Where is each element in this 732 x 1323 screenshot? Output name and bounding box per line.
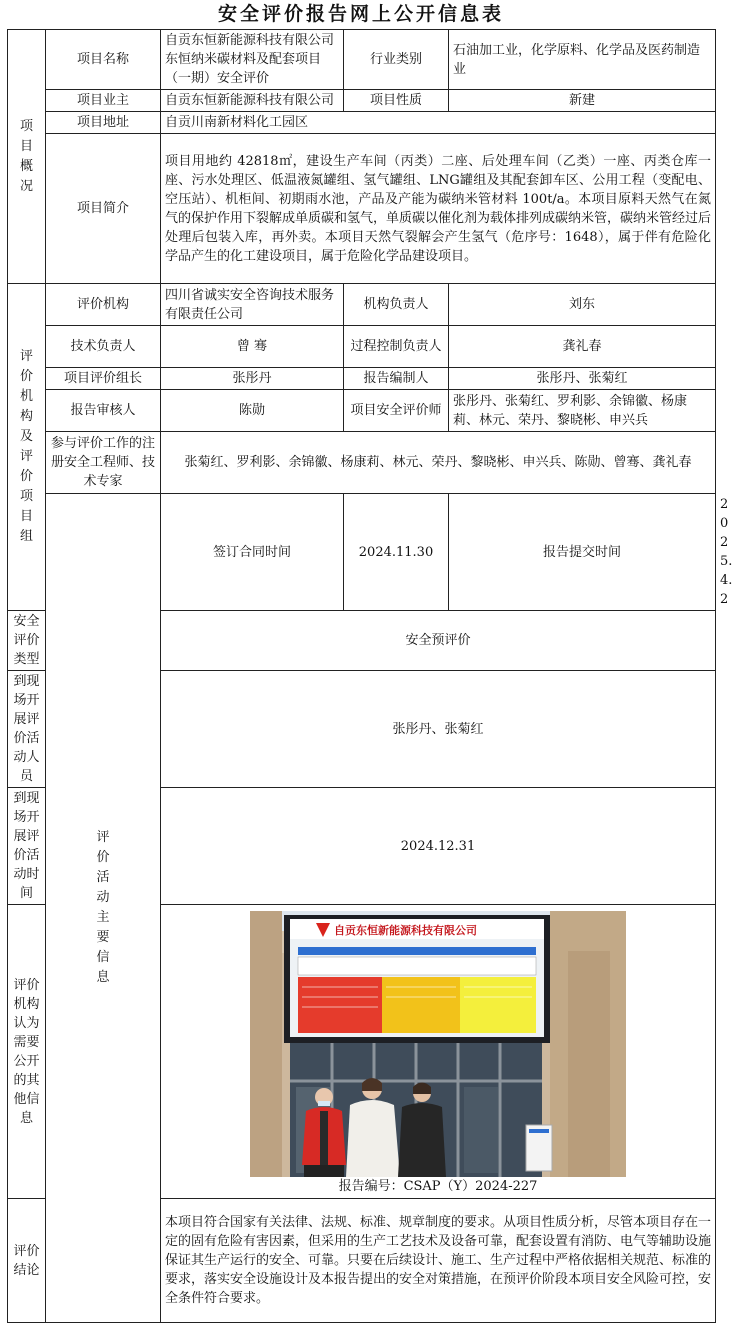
section-overview-char: 目 (19, 138, 33, 154)
leader-label: 项目评价组长 (46, 368, 161, 390)
page-title: 安全评价报告网上公开信息表 (217, 3, 504, 25)
section-activity-char: 要 (96, 930, 110, 945)
address-value: 自贡川南新材料化工园区 (161, 112, 716, 134)
section-agency-char: 评 (19, 349, 33, 364)
section-agency-char: 评 (19, 449, 33, 464)
head-label: 机构负责人 (344, 284, 449, 326)
time-value: 2024.12.31 (161, 788, 716, 905)
submit-label: 报告提交时间 (449, 494, 716, 611)
contract-value: 2024.11.30 (344, 494, 449, 611)
project-name-value: 自贡东恒新能源科技有限公司东恒纳米碳材料及配套项目（一期）安全评价 (161, 30, 344, 90)
author-label: 报告编制人 (344, 368, 449, 390)
address-label: 项目地址 (46, 112, 161, 134)
owner-label: 项目业主 (46, 90, 161, 112)
staff-label: 到现场开展评价活动人员 (8, 671, 46, 788)
section-agency-char: 价 (19, 469, 33, 484)
evaluators-value: 张彤丹、张菊红、罗利影、余锦徽、杨康莉、林元、荣丹、黎晓彬、申兴兵 (449, 390, 716, 432)
industry-value: 石油加工业，化学原料、化学品及医药制造业 (449, 30, 716, 90)
section-activity-char: 活 (96, 870, 110, 885)
report-number: 报告编号：CSAP（Y）2024-227 (338, 1178, 538, 1194)
reviewer-value: 陈勋 (161, 390, 344, 432)
staff-value: 张彤丹、张菊红 (161, 671, 716, 788)
intro-value: 项目用地约 42818㎡，建设生产车间（丙类）二座、后处理车间（乙类）一座、丙类仓库一座、污水处理区、低温液氮罐组、氢气罐组、LNG罐组及其配套卸车区、公用工程（变配电、空压站）、机柜间、初期雨水池，产品及产能为碳纳米管材料 100t/a。本项目原料天然气在氮气的保护作用下裂解成单质碳和氢气，单质碳以催化剂为载体排列成碳纳米管，碳纳米管经过后处理后包装入库，再外卖。本项目天然气裂解会产生氢气（危序号：1648），属于伴有危险化学品产生的化工建设项目，属于危险化学品建设项目。 (161, 134, 716, 284)
section-agency-char: 机 (19, 389, 33, 404)
org-value: 四川省诚实安全咨询技术服务有限责任公司 (161, 284, 344, 326)
screen-company-name: 自贡东恒新能源科技有限公司 (334, 923, 477, 937)
owner-value: 自贡东恒新能源科技有限公司 (161, 90, 344, 112)
nature-value: 新建 (449, 90, 716, 112)
section-activity-char: 信 (96, 950, 110, 965)
section-agency-char: 目 (19, 509, 33, 524)
org-label: 评价机构 (46, 284, 161, 326)
reviewer-label: 报告审核人 (46, 390, 161, 432)
contract-label: 签订合同时间 (161, 494, 344, 611)
section-activity-char: 主 (96, 910, 110, 925)
section-overview-char: 概 (19, 158, 33, 174)
section-agency (8, 284, 46, 611)
info-table: 项 目 概 况 项目名称 自贡东恒新能源科技有限公司东恒纳米碳材料及配套项目（一期）安全评价 行业类别 石油加工业，化学原料、化学品及医药制造业 项目业主 自贡东恒新能源科技有限公司 项目性质 新建 项目地址 自贡川南新材料化工园区 项目简介 项目用地约 42818㎡，建设生产车间（丙类）二座、后处理车间（乙类）一座、丙类仓库一座、污水处理区、低温液氮罐组、氢气罐组、LNG罐组及其配套卸车区、公用工程（变配电、空压站）、机柜间、初期雨水池，产品及产能为碳纳米管材料 100t/a。本项目原料天然气在氮气的保护作用下裂解成单质碳和氢气，单质碳以催化剂为载体排列成碳纳米管，碳纳米管经过后处理后包装入库，再外卖。本项目天然气裂解会产生氢气（危序号：1648），属于伴有危险化学品产生的化工建设项目，属于危险化学品建设项目。 评 价 机 构 及 评 价 项 目 组 评价机构 四川省诚实安全咨询技术服务有限责任公司 机构负责人 刘东 技术负责人 曾 骞 过程控制负责人 龚礼春 项目评价组长 张彤丹 报告编制人 张彤丹、张菊红 报告审核人 陈勋 项目安全评价师 张彤丹、张菊红、罗利影、余锦徽、杨康莉、林元、荣丹、黎晓彬、申兴兵 参与评价工作的注册安全工程师、技术专家 张菊红、罗利影、余锦徽、杨康莉、林元、荣丹、黎晓彬、申兴兵、陈勋、曾骞、龚礼春 评 价 活 动 主 要 信 息 签订合同时间 2024.11.30 报告提交时间 2025.4.2 安全评价类型 安全预评价 到现场开展评价活动人员 张彤丹、张菊红 到现场开展评价活动时间 2024.12.31 评价机构认为需要公开的其他信息 自贡东恒新能源科技有限公司 报告编号：CSAP（Y）2024-227 评价结论 本项目符合国家有关法律、法规、标准、规章制度的要求。从项目性质分析，尽管本项目存在一定的固有危险有害因素，但采用的生产工艺技术及设备可靠，配套设置有消防、电气等辅助设施保证其生产运行的安全、可靠。只要在后续设计、施工、生产过程中严格依据相关规范、标准的要求，落实安全设施设计及本报告提出的安全对策措施，在预评价阶段本项目安全风险可控，安全条件符合要求。 (7, 29, 716, 1323)
conclusion-value: 本项目符合国家有关法律、法规、标准、规章制度的要求。从项目性质分析，尽管本项目存在一定的固有危险有害因素，但采用的生产工艺技术及设备可靠，配套设置有消防、电气等辅助设施保证其生产运行的安全、可靠。只要在后续设计、施工、生产过程中严格依据相关规范、标准的要求，落实安全设施设计及本报告提出的安全对策措施，在预评价阶段本项目安全风险可控，安全条件符合要求。 (161, 1199, 716, 1323)
section-activity-char: 价 (96, 850, 110, 865)
section-agency-char: 价 (19, 369, 33, 384)
section-overview (8, 30, 46, 284)
evaluators-label: 项目安全评价师 (344, 390, 449, 432)
nature-label: 项目性质 (344, 90, 449, 112)
project-name-label: 项目名称 (46, 30, 161, 90)
site-photo (250, 911, 626, 1177)
tech-value: 曾 骞 (161, 326, 344, 368)
engineers-label: 参与评价工作的注册安全工程师、技术专家 (46, 432, 161, 494)
section-agency-char: 构 (19, 409, 33, 424)
head-value: 刘东 (449, 284, 716, 326)
engineers-value: 张菊红、罗利影、余锦徽、杨康莉、林元、荣丹、黎晓彬、申兴兵、陈勋、曾骞、龚礼春 (161, 432, 716, 494)
section-activity-char: 动 (96, 890, 110, 905)
leader-value: 张彤丹 (161, 368, 344, 390)
process-label: 过程控制负责人 (344, 326, 449, 368)
section-overview-char: 项 (19, 118, 33, 134)
author-value: 张彤丹、张菊红 (449, 368, 716, 390)
industry-label: 行业类别 (344, 30, 449, 90)
section-activity-char: 息 (96, 970, 110, 985)
section-agency-char: 项 (19, 489, 33, 504)
type-value: 安全预评价 (161, 611, 716, 671)
conclusion-label: 评价结论 (8, 1199, 46, 1323)
section-activity (46, 494, 161, 1323)
type-label: 安全评价类型 (8, 611, 46, 671)
section-activity-char: 评 (96, 830, 110, 845)
section-agency-char: 组 (19, 529, 33, 544)
other-label: 评价机构认为需要公开的其他信息 (8, 905, 46, 1199)
intro-label: 项目简介 (46, 134, 161, 284)
site-photo-cell (161, 905, 716, 1199)
site-photo-image (250, 911, 626, 1177)
section-overview-char: 况 (19, 178, 33, 194)
section-agency-char: 及 (19, 429, 33, 444)
time-label: 到现场开展评价活动时间 (8, 788, 46, 905)
process-value: 龚礼春 (449, 326, 716, 368)
tech-label: 技术负责人 (46, 326, 161, 368)
